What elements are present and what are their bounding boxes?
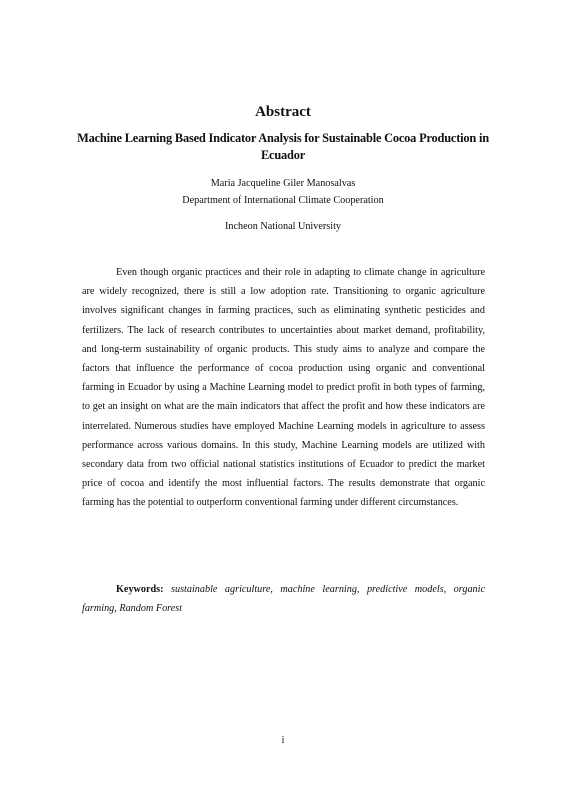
author-name: Maria Jacqueline Giler Manosalvas [210, 178, 356, 189]
keywords-list: sustainable agriculture, machine learning, predictive models, organic farming, Random Forest [82, 584, 485, 615]
page-number: i [281, 735, 285, 746]
paper-title: Machine Learning Based Indicator Analysis for Sustainable Cocoa Production in Ecuador [77, 131, 489, 162]
keywords-paragraph [82, 580, 485, 618]
abstract-body: Even though organic practices and their role in adapting to climate change in agriculture are widely recognized, there is still a low adoption rate. Transitioning to organic agriculture involves significant changes in farming practices, such as eliminating synthetic pesticides and fertilizers. The lack of research contributes to uncertainties about market demand, profitability, and long-term sustainability of organic products. This study aims to analyze and compare the factors that influence the performance of cocoa production using organic and conventional farming in Ecuador by using a Machine Learning model to predict profit in both types of farming, to get an insight on what are the main indicators that affect the profit and how these indicators are interrelated. Numerous studies have employed Machine Learning models in agriculture to assess performance across various domains. In this study, Machine Learning models are utilized with secondary data from two official national statistics institutions of Ecuador to predict the market price of cocoa and identify the most influential factors. The results demonstrate that organic farming has the potential to outperform conventional farming under different circumstances. [82, 267, 485, 509]
author-department: Department of International Climate Cooperation [182, 195, 384, 206]
abstract-heading: Abstract [255, 104, 311, 120]
author-university: Incheon National University [225, 221, 341, 232]
keywords-label: Keywords: [116, 584, 164, 595]
